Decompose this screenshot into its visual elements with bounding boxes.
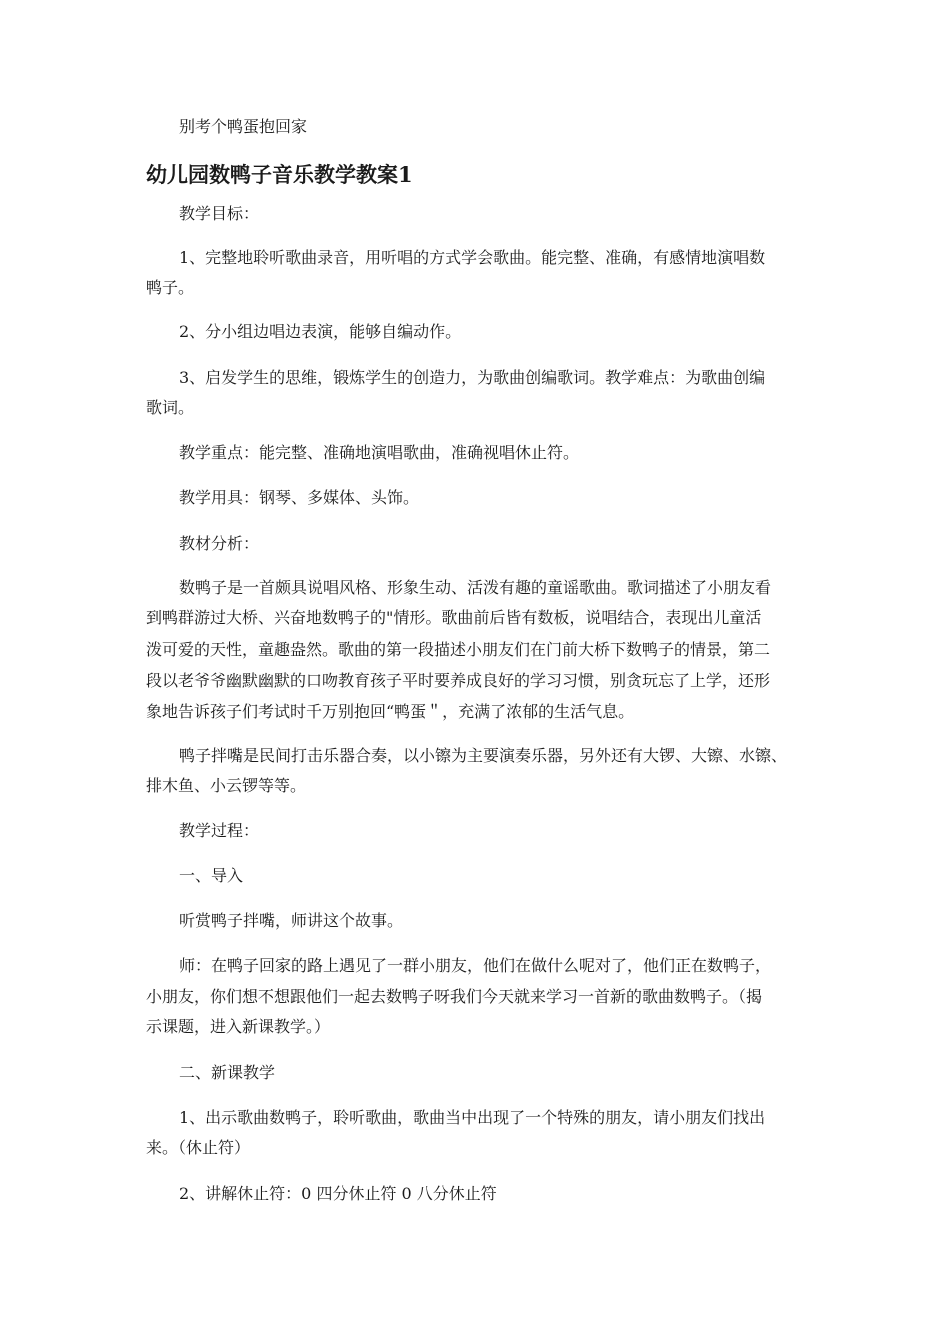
- percussion-line-2: 排木鱼、小云锣等等。: [146, 776, 307, 795]
- analysis-line-2: 到鸭群游过大桥、兴奋地数鸭子的"情形。歌曲前后皆有数板，说唱结合，表现出儿童活: [146, 608, 762, 627]
- analysis-line-3: 泼可爱的天性，童趣盎然。歌曲的第一段描述小朋友们在门前大桥下数鸭子的情景，第二: [146, 640, 771, 659]
- analysis-line-1: 数鸭子是一首颇具说唱风格、形象生动、活泼有趣的童谣歌曲。歌词描述了小朋友看: [179, 578, 772, 597]
- goal-1-line-2: 鸭子。: [146, 278, 195, 297]
- new-lesson-2: 2、讲解休止符：0 四分休止符 0 八分休止符: [179, 1184, 497, 1203]
- goal-3-line-1: 3、启发学生的思维，锻炼学生的创造力，为歌曲创编歌词。教学难点：为歌曲创编: [179, 368, 766, 387]
- analysis-line-4: 段以老爷爷幽默幽默的口吻教育孩子平时要养成良好的学习习惯，别贪玩忘了上学，还形: [146, 671, 771, 690]
- step-1-heading: 一、导入: [179, 866, 244, 885]
- goal-3-line-2: 歌词。: [146, 398, 195, 417]
- goal-1-line-1: 1、完整地聆听歌曲录音，用听唱的方式学会歌曲。能完整、准确，有感情地演唱数: [179, 248, 766, 267]
- step-2-heading: 二、新课教学: [179, 1063, 276, 1082]
- new-lesson-1-line-2: 来。（休止符）: [146, 1138, 251, 1157]
- teacher-line-2: 小朋友，你们想不想跟他们一起去数鸭子呀我们今天就来学习一首新的歌曲数鸭子。（揭: [146, 987, 763, 1006]
- teacher-line-3: 示课题，进入新课教学。）: [146, 1017, 331, 1036]
- teaching-tools: 教学用具：钢琴、多媒体、头饰。: [179, 488, 420, 507]
- step-1-text: 听赏鸭子拌嘴，师讲这个故事。: [179, 911, 404, 930]
- process-label: 教学过程：: [179, 821, 260, 840]
- goals-label: 教学目标：: [179, 204, 260, 223]
- new-lesson-1-line-1: 1、出示歌曲数鸭子，聆听歌曲，歌曲当中出现了一个特殊的朋友，请小朋友们找出: [179, 1108, 766, 1127]
- goal-2: 2、分小组边唱边表演，能够自编动作。: [179, 322, 462, 341]
- document-title: 幼儿园数鸭子音乐教学教案1: [146, 162, 413, 187]
- key-point: 教学重点：能完整、准确地演唱歌曲，准确视唱休止符。: [179, 443, 580, 462]
- analysis-label: 教材分析：: [179, 534, 260, 553]
- analysis-line-5: 象地告诉孩子们考试时千万别抱回“鸭蛋＂，充满了浓郁的生活气息。: [146, 702, 635, 721]
- intro-line: 别考个鸭蛋抱回家: [179, 117, 308, 136]
- teacher-line-1: 师：在鸭子回家的路上遇见了一群小朋友，他们在做什么呢对了，他们正在数鸭子，: [179, 956, 772, 975]
- percussion-line-1: 鸭子拌嘴是民间打击乐器合奏，以小镲为主要演奏乐器，另外还有大锣、大镲、水镲、: [179, 746, 788, 765]
